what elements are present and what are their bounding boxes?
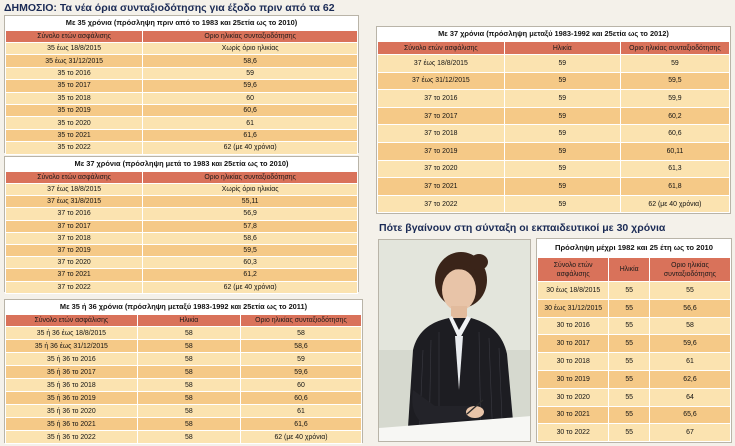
age-limit-cell: 58,6 [240,340,361,353]
table-37-years-1983-1992 [376,26,731,214]
age-limit-cell: 57,8 [143,220,358,232]
age-cell: 59 [504,178,620,196]
table-row [6,257,358,269]
table-row [6,431,362,444]
age-limit-cell: 59,9 [620,90,729,108]
age-limit-cell: 64 [649,388,730,406]
age-limit-cell: 61,6 [143,129,358,141]
age-cell: 55 [609,353,650,371]
age-limit-cell: 60 [143,92,358,104]
years-cell: 37 το 2017 [378,107,505,125]
age-cell: 59 [504,195,620,213]
table-row [538,282,731,300]
table-35-36-years [4,299,363,443]
age-limit-cell: 60,6 [620,125,729,143]
table-body [5,30,358,155]
table-row [6,80,358,92]
table-row [378,107,730,125]
column-header: Ηλικία [609,258,650,282]
table-row [378,178,730,196]
years-cell: 37 το 2019 [378,142,505,160]
age-limit-cell: 59,6 [143,80,358,92]
age-limit-cell: 61,8 [620,178,729,196]
years-cell: 37 το 2020 [378,160,505,178]
years-cell: 35 ή 36 έως 31/12/2015 [6,340,138,353]
table-header: Με 37 χρόνια (πρόσληψη μεταξύ 1983-1992 και 25ετία ως το 2012) [377,27,730,41]
years-cell: 35 το 2018 [6,92,143,104]
years-cell: 35 το 2022 [6,142,143,154]
table-row [6,392,362,405]
years-cell: 35 έως 31/12/2015 [6,55,143,67]
table-row [378,195,730,213]
table-row [6,104,358,116]
table-row [6,353,362,366]
age-limit-cell: 59 [143,67,358,79]
age-cell: 55 [609,388,650,406]
years-cell: 35 ή 36 το 2022 [6,431,138,444]
years-cell: 30 το 2017 [538,335,609,353]
column-header: Ηλικία [504,42,620,55]
table-row [6,129,358,141]
age-limit-cell: 61 [143,117,358,129]
column-header: Σύνολο ετών ασφάλισης [378,42,505,55]
age-cell: 58 [137,340,240,353]
age-cell: 58 [137,405,240,418]
table-row [378,125,730,143]
table-row [6,281,358,293]
age-limit-cell: 58 [649,317,730,335]
years-cell: 37 έως 18/8/2015 [378,55,505,73]
table-row [6,196,358,208]
years-cell: 30 έως 18/8/2015 [538,282,609,300]
table-row [6,92,358,104]
age-limit-cell: 62 (με 40 χρόνια) [620,195,729,213]
column-header: Οριο ηλικίας συνταξιοδότησης [649,258,730,282]
table-rows [378,55,730,213]
years-cell: 35 ή 36 έως 18/8/2015 [6,327,138,340]
age-cell: 58 [137,418,240,431]
years-cell: 35 ή 36 το 2021 [6,418,138,431]
table-row [6,184,358,196]
years-cell: 35 ή 36 το 2020 [6,405,138,418]
age-limit-cell: 56,9 [143,208,358,220]
table-row [538,317,731,335]
age-limit-cell: 62 (με 40 χρόνια) [240,431,361,444]
table-rows [6,43,358,155]
table-row [6,366,362,379]
age-cell: 58 [137,431,240,444]
table-row [378,55,730,73]
years-cell: 37 το 2019 [6,244,143,256]
table-body [537,257,731,442]
table-row [6,55,358,67]
years-cell: 35 το 2019 [6,104,143,116]
table-header: Με 35 χρόνια (πρόσληψη πριν από το 1983 και 25ετία ως το 2010) [5,16,358,30]
table-row [538,406,731,424]
column-header: Οριο ηλικίας συνταξιοδότησης [620,42,729,55]
years-cell: 37 το 2020 [6,257,143,269]
age-limit-cell: 60,11 [620,142,729,160]
years-cell: 35 ή 36 το 2019 [6,392,138,405]
years-cell: 35 το 2021 [6,129,143,141]
years-cell: 30 το 2019 [538,370,609,388]
years-cell: 37 το 2021 [6,269,143,281]
teachers-section-title: Πότε βγαίνουν στη σύνταξη οι εκπαιδευτικοί με 30 χρόνια [379,222,666,234]
years-cell: 37 το 2021 [378,178,505,196]
age-limit-cell: 62 (με 40 χρόνια) [143,281,358,293]
years-cell: 37 το 2017 [6,220,143,232]
age-cell: 59 [504,90,620,108]
years-cell: 30 το 2022 [538,424,609,442]
age-limit-cell: 61,2 [143,269,358,281]
age-limit-cell: 56,6 [649,299,730,317]
teacher-illustration [379,240,531,442]
years-cell: 37 το 2022 [6,281,143,293]
years-cell: 37 το 2022 [378,195,505,213]
age-cell: 55 [609,317,650,335]
years-cell: 30 το 2018 [538,353,609,371]
table-35-years [4,15,359,153]
table-rows [6,327,362,444]
table-row [538,299,731,317]
table-row [6,418,362,431]
years-cell: 30 το 2021 [538,406,609,424]
age-limit-cell: 61,6 [240,418,361,431]
column-header: Οριο ηλικίας συνταξιοδότησης [143,31,358,43]
age-limit-cell: 60,3 [143,257,358,269]
table-row [6,405,362,418]
table-row [538,353,731,371]
table-body [377,41,730,213]
age-limit-cell: Χωρίς όριο ηλικίας [143,184,358,196]
table-row [538,424,731,442]
years-cell: 35 ή 36 το 2017 [6,366,138,379]
years-cell: 37 έως 31/12/2015 [378,72,505,90]
age-limit-cell: Χωρίς όριο ηλικίας [143,43,358,55]
age-limit-cell: 59 [240,353,361,366]
age-limit-cell: 59,5 [143,244,358,256]
column-header: Ηλικία [137,315,240,327]
column-header: Σύνολο ετών ασφάλισης [538,258,609,282]
years-cell: 35 έως 18/8/2015 [6,43,143,55]
table-rows [538,282,731,442]
age-limit-cell: 58 [240,327,361,340]
age-cell: 55 [609,424,650,442]
age-limit-cell: 60 [240,379,361,392]
years-cell: 35 ή 36 το 2016 [6,353,138,366]
age-cell: 59 [504,72,620,90]
table-row [6,269,358,281]
age-cell: 58 [137,327,240,340]
years-cell: 35 το 2016 [6,67,143,79]
age-cell: 55 [609,299,650,317]
table-row [6,117,358,129]
column-header: Οριο ηλικίας συνταξιοδότησης [240,315,361,327]
age-cell: 59 [504,125,620,143]
years-cell: 37 έως 31/8/2015 [6,196,143,208]
age-cell: 55 [609,406,650,424]
table-teachers-30-years [536,238,732,443]
age-limit-cell: 62,6 [649,370,730,388]
age-limit-cell: 59,6 [649,335,730,353]
years-cell: 37 το 2018 [378,125,505,143]
years-cell: 37 έως 18/8/2015 [6,184,143,196]
table-header: Πρόσληψη μέχρι 1982 και 25 έτη ως το 2010 [537,239,731,257]
years-cell: 35 ή 36 το 2018 [6,379,138,392]
years-cell: 30 το 2016 [538,317,609,335]
age-cell: 58 [137,353,240,366]
age-limit-cell: 65,6 [649,406,730,424]
table-row [6,220,358,232]
table-row [6,327,362,340]
years-cell: 37 το 2018 [6,232,143,244]
years-cell: 37 το 2016 [6,208,143,220]
table-body [5,171,358,294]
years-cell: 30 έως 31/12/2015 [538,299,609,317]
table-body [5,314,362,444]
age-limit-cell: 55 [649,282,730,300]
table-row [378,90,730,108]
table-37-years-after-1983 [4,156,359,292]
column-header: Οριο ηλικίας συνταξιοδότησης [143,172,358,184]
age-cell: 55 [609,370,650,388]
age-limit-cell: 60,2 [620,107,729,125]
years-cell: 35 το 2017 [6,80,143,92]
table-row [6,142,358,154]
age-limit-cell: 61 [240,405,361,418]
age-cell: 59 [504,55,620,73]
age-limit-cell: 61,3 [620,160,729,178]
years-cell: 30 το 2020 [538,388,609,406]
years-cell: 35 το 2020 [6,117,143,129]
age-cell: 58 [137,379,240,392]
table-row [538,370,731,388]
table-rows [6,184,358,294]
table-header: Με 37 χρόνια (πρόσληψη μετά το 1983 και 25ετία ως το 2010) [5,157,358,171]
table-row [378,142,730,160]
age-limit-cell: 55,11 [143,196,358,208]
table-row [6,43,358,55]
age-cell: 55 [609,282,650,300]
table-row [6,340,362,353]
age-limit-cell: 60,6 [240,392,361,405]
age-limit-cell: 61 [649,353,730,371]
table-row [6,232,358,244]
age-cell: 58 [137,392,240,405]
age-cell: 55 [609,335,650,353]
age-cell: 59 [504,142,620,160]
age-cell: 59 [504,160,620,178]
page-title: ΔΗΜΟΣΙΟ: Τα νέα όρια συνταξιοδότησης για έξοδο πριν από τα 62 [4,2,335,14]
teacher-photo [378,239,531,442]
age-cell: 58 [137,366,240,379]
age-limit-cell: 67 [649,424,730,442]
age-limit-cell: 59,6 [240,366,361,379]
column-header: Σύνολο ετών ασφάλισης [6,31,143,43]
table-row [378,160,730,178]
age-limit-cell: 58,6 [143,232,358,244]
table-row [6,67,358,79]
age-limit-cell: 59 [620,55,729,73]
column-header: Σύνολο ετών ασφάλισης [6,172,143,184]
age-limit-cell: 58,6 [143,55,358,67]
age-limit-cell: 59,5 [620,72,729,90]
table-row [538,335,731,353]
years-cell: 37 το 2016 [378,90,505,108]
table-row [6,208,358,220]
table-row [6,244,358,256]
column-header: Σύνολο ετών ασφάλισης [6,315,138,327]
age-limit-cell: 60,6 [143,104,358,116]
table-header: Με 35 ή 36 χρόνια (πρόσληψη μεταξύ 1983-1992 και 25ετία ως το 2011) [5,300,362,314]
table-row [538,388,731,406]
age-limit-cell: 62 (με 40 χρόνια) [143,142,358,154]
table-row [6,379,362,392]
table-row [378,72,730,90]
age-cell: 59 [504,107,620,125]
